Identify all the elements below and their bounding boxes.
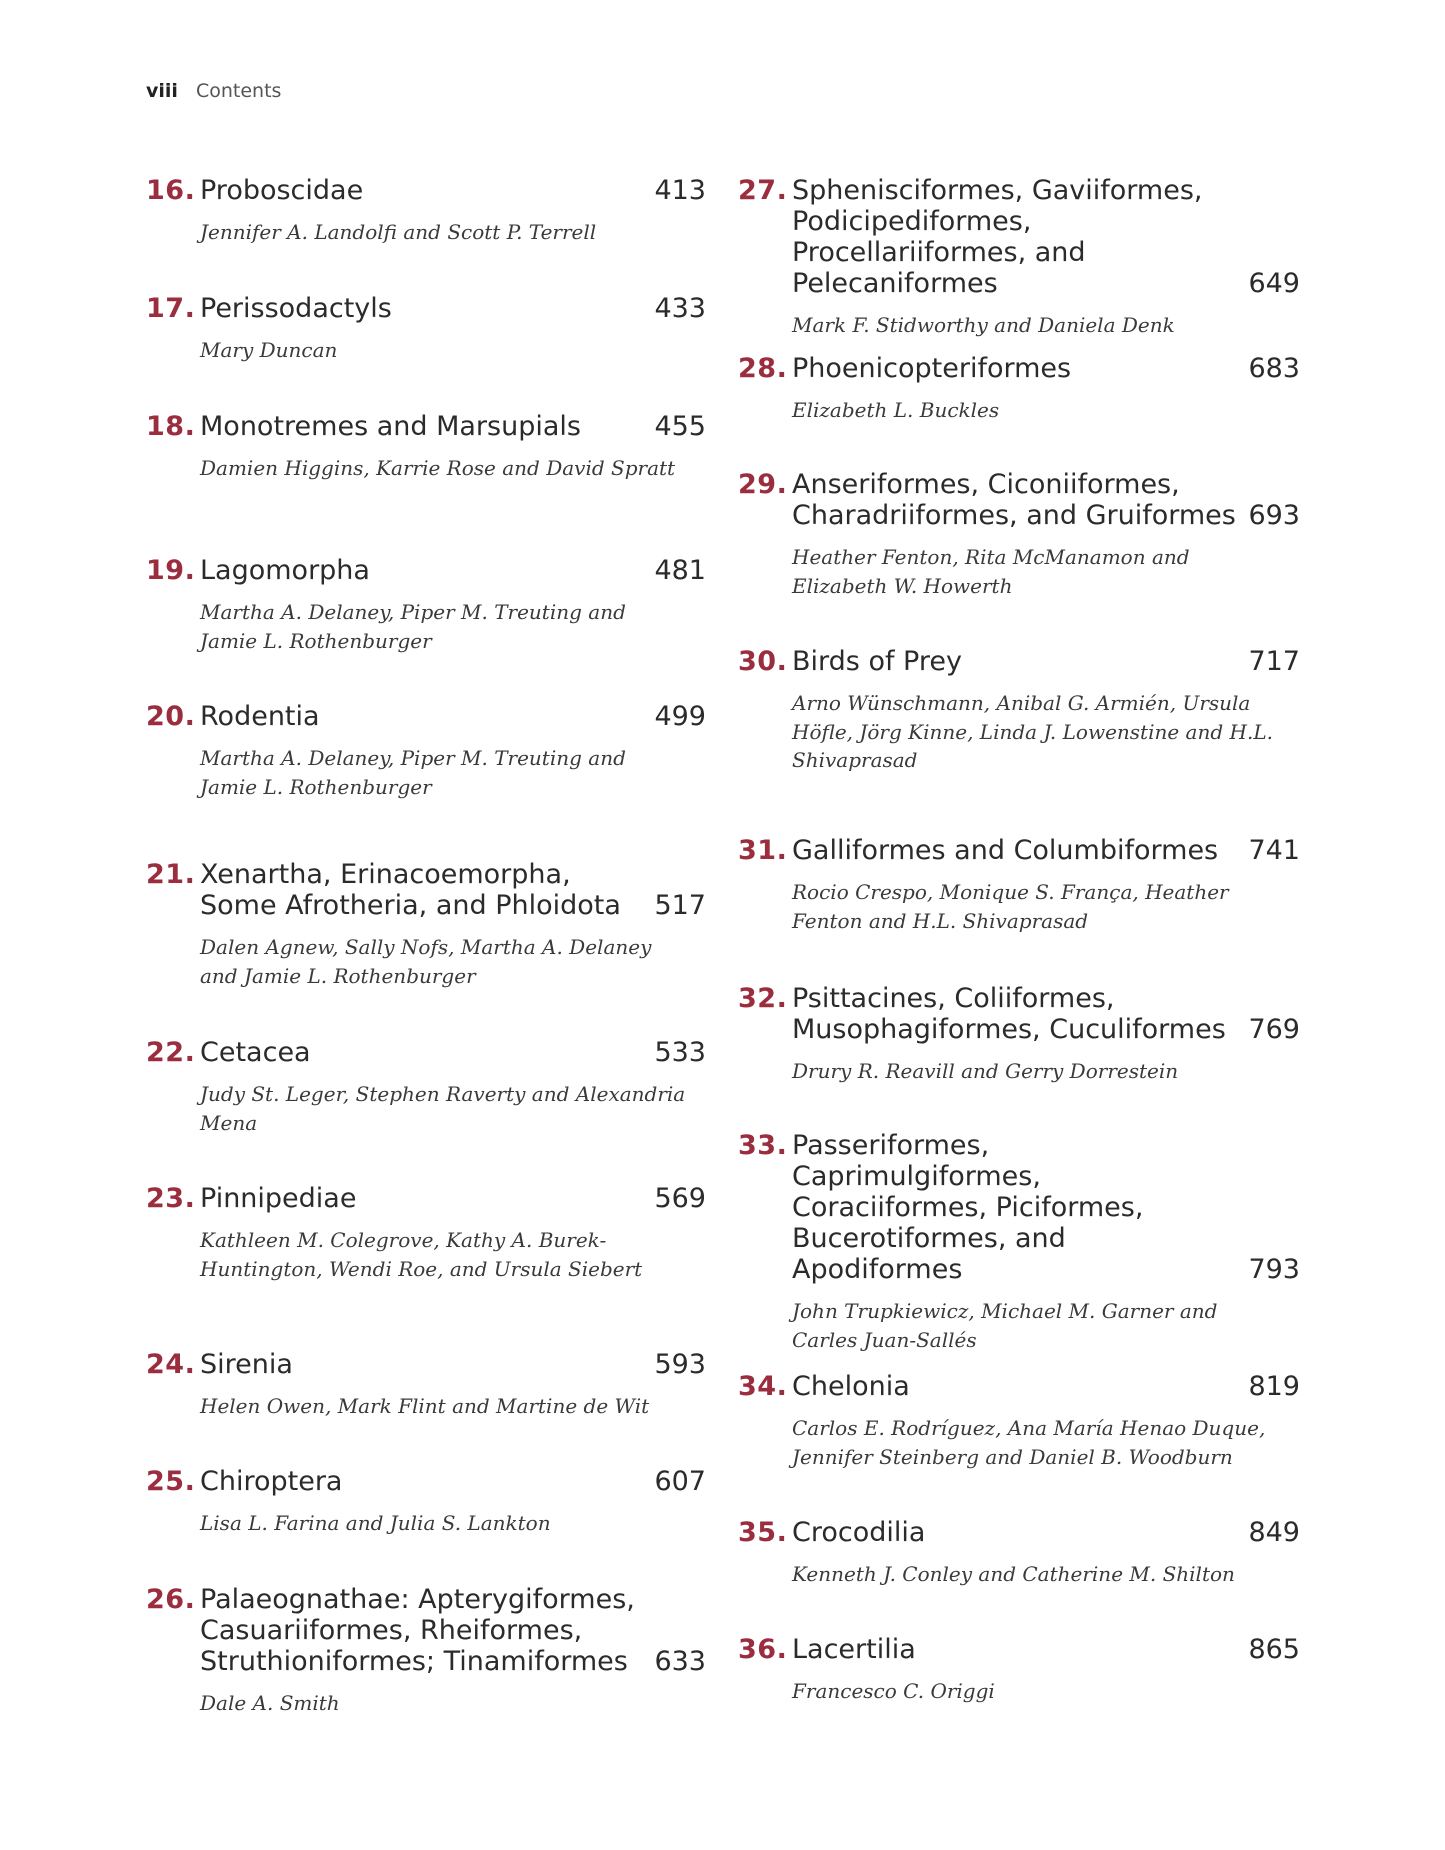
chapter-number: 21. [146, 859, 196, 890]
toc-entry [146, 293, 706, 365]
chapter-title: Chiroptera [200, 1466, 343, 1497]
chapter-authors: Damien Higgins, Karrie Rose and David Spratt [200, 456, 676, 480]
toc-entry [146, 555, 706, 655]
chapter-title: Perissodactyls [200, 293, 392, 324]
toc-entry-heading [738, 469, 1300, 531]
chapter-page: 607 [654, 1466, 706, 1497]
chapter-title: Passeriformes, Caprimulgiformes, Coraciiformes, Piciformes, Bucerotiformes, and Apodiformes [792, 1130, 1144, 1285]
chapter-title: Pinnipediae [200, 1183, 357, 1214]
toc-entry-heading [146, 1183, 706, 1214]
chapter-page: 683 [1248, 353, 1300, 384]
chapter-title: Galliformes and Columbiformes [792, 835, 1219, 866]
chapter-page: 865 [1248, 1634, 1300, 1665]
toc-entry-heading [738, 646, 1300, 677]
chapter-page: 517 [654, 890, 706, 921]
chapter-title: Sphenisciformes, Gaviiformes, Podicipediformes, Procellariiformes, and Pelecaniformes [792, 175, 1203, 299]
chapter-page: 849 [1248, 1517, 1300, 1548]
chapter-page: 433 [654, 293, 706, 324]
toc-entry-heading [146, 175, 706, 206]
chapter-authors: Mark F. Stidworthy and Daniela Denk [792, 313, 1175, 337]
chapter-authors: Elizabeth L. Buckles [792, 398, 1000, 422]
chapter-page: 741 [1248, 835, 1300, 866]
chapter-authors: Martha A. Delaney, Piper M. Treuting and Jamie L. Rothenburger [200, 600, 626, 653]
chapter-title: Proboscidae [200, 175, 364, 206]
toc-entry-heading [738, 983, 1300, 1045]
toc-entry [738, 1517, 1300, 1589]
toc-entry-heading [738, 835, 1300, 866]
chapter-number: 24. [146, 1349, 196, 1380]
toc-entry-heading [738, 1130, 1300, 1285]
chapter-title: Birds of Prey [792, 646, 962, 677]
toc-entry-heading [146, 859, 706, 921]
toc-entry-heading [146, 1037, 706, 1068]
chapter-title: Palaeognathae: Apterygiformes, Casuariiformes, Rheiformes, Struthioniformes; Tinamiformes [200, 1584, 635, 1677]
toc-entry-heading [738, 1634, 1300, 1665]
chapter-authors: Jennifer A. Landolfi and Scott P. Terrell [200, 220, 597, 244]
chapter-authors: Kathleen M. Colegrove, Kathy A. Burek-Huntington, Wendi Roe, and Ursula Siebert [200, 1228, 643, 1281]
chapter-authors: Judy St. Leger, Stephen Raverty and Alexandria Mena [200, 1082, 686, 1135]
toc-entry-heading [146, 701, 706, 732]
chapter-page: 633 [654, 1646, 706, 1677]
chapter-number: 20. [146, 701, 196, 732]
toc-entry-heading [146, 411, 706, 442]
chapter-page: 533 [654, 1037, 706, 1068]
chapter-authors: Mary Duncan [200, 338, 338, 362]
chapter-number: 17. [146, 293, 196, 324]
toc-entry [146, 411, 706, 483]
chapter-number: 26. [146, 1584, 196, 1615]
chapter-page: 819 [1248, 1371, 1300, 1402]
toc-entry-heading [738, 1517, 1300, 1548]
chapter-number: 23. [146, 1183, 196, 1214]
toc-entry [738, 646, 1300, 775]
chapter-title: Crocodilia [792, 1517, 926, 1548]
chapter-title: Cetacea [200, 1037, 311, 1068]
chapter-page: 569 [654, 1183, 706, 1214]
toc-entry [738, 835, 1300, 935]
chapter-authors: Drury R. Reavill and Gerry Dorrestein [792, 1059, 1179, 1083]
chapter-page: 593 [654, 1349, 706, 1380]
toc-entry [738, 1130, 1300, 1354]
toc-entry [738, 175, 1300, 340]
toc-entry [146, 175, 706, 247]
chapter-number: 30. [738, 646, 788, 677]
chapter-title: Monotremes and Marsupials [200, 411, 581, 442]
chapter-title: Sirenia [200, 1349, 293, 1380]
toc-entry [146, 1037, 706, 1137]
chapter-page: 455 [654, 411, 706, 442]
chapter-authors: Lisa L. Farina and Julia S. Lankton [200, 1511, 551, 1535]
chapter-page: 649 [1248, 268, 1300, 299]
chapter-page: 693 [1248, 500, 1300, 531]
running-head-label: Contents [195, 80, 282, 102]
chapter-authors: Helen Owen, Mark Flint and Martine de Wit [200, 1394, 650, 1418]
chapter-page: 793 [1248, 1254, 1300, 1285]
chapter-number: 22. [146, 1037, 196, 1068]
toc-entry [146, 1183, 706, 1283]
toc-entry-heading [146, 1466, 706, 1497]
toc-entry-heading [738, 175, 1300, 299]
toc-entry [146, 701, 706, 801]
toc-entry [146, 1349, 706, 1421]
chapter-number: 18. [146, 411, 196, 442]
chapter-authors: Heather Fenton, Rita McManamon and Elizabeth W. Howerth [792, 545, 1190, 598]
chapter-number: 27. [738, 175, 788, 206]
chapter-title: Anseriformes, Ciconiiformes, Charadriiformes, and Gruiformes [792, 469, 1236, 531]
toc-entry [738, 1634, 1300, 1706]
toc-entry [146, 1584, 706, 1718]
chapter-authors: Arno Wünschmann, Anibal G. Armién, Ursula Höfle, Jörg Kinne, Linda J. Lowenstine and H.L. Shivaprasad [792, 691, 1273, 772]
chapter-number: 29. [738, 469, 788, 500]
chapter-title: Lagomorpha [200, 555, 370, 586]
toc-entry-heading [146, 1349, 706, 1380]
chapter-authors: Dalen Agnew, Sally Nofs, Martha A. Delaney and Jamie L. Rothenburger [200, 935, 652, 988]
chapter-number: 32. [738, 983, 788, 1014]
toc-entry-heading [738, 1371, 1300, 1402]
chapter-number: 19. [146, 555, 196, 586]
chapter-number: 33. [738, 1130, 788, 1161]
chapter-authors: Rocio Crespo, Monique S. França, Heather Fenton and H.L. Shivaprasad [792, 880, 1229, 933]
toc-entry [738, 1371, 1300, 1471]
toc-entry-heading [738, 353, 1300, 384]
chapter-page: 769 [1248, 1014, 1300, 1045]
toc-entry [738, 353, 1300, 425]
chapter-number: 35. [738, 1517, 788, 1548]
chapter-title: Phoenicopteriformes [792, 353, 1072, 384]
chapter-number: 16. [146, 175, 196, 206]
chapter-number: 31. [738, 835, 788, 866]
chapter-authors: Martha A. Delaney, Piper M. Treuting and Jamie L. Rothenburger [200, 746, 626, 799]
chapter-authors: John Trupkiewicz, Michael M. Garner and Carles Juan-Sallés [792, 1299, 1218, 1352]
chapter-page: 413 [654, 175, 706, 206]
toc-entry-heading [146, 293, 706, 324]
page-number: viii [146, 80, 178, 102]
toc-entry [738, 983, 1300, 1086]
chapter-authors: Carlos E. Rodríguez, Ana María Henao Duque, Jennifer Steinberg and Daniel B. Woodburn [792, 1416, 1266, 1469]
chapter-authors: Kenneth J. Conley and Catherine M. Shilton [792, 1562, 1235, 1586]
chapter-page: 499 [654, 701, 706, 732]
toc-entry [738, 469, 1300, 600]
chapter-number: 28. [738, 353, 788, 384]
chapter-title: Psittacines, Coliiformes, Musophagiformes, Cuculiformes [792, 983, 1226, 1045]
chapter-number: 25. [146, 1466, 196, 1497]
chapter-number: 34. [738, 1371, 788, 1402]
chapter-title: Rodentia [200, 701, 320, 732]
chapter-page: 717 [1248, 646, 1300, 677]
chapter-number: 36. [738, 1634, 788, 1665]
running-head [146, 80, 281, 102]
chapter-title: Lacertilia [792, 1634, 916, 1665]
chapter-authors: Dale A. Smith [200, 1691, 340, 1715]
toc-entry-heading [146, 555, 706, 586]
chapter-title: Chelonia [792, 1371, 910, 1402]
chapter-page: 481 [654, 555, 706, 586]
toc-entry [146, 859, 706, 990]
chapter-authors: Francesco C. Origgi [792, 1679, 995, 1703]
chapter-title: Xenartha, Erinacoemorpha, Some Afrotheria, and Phloidota [200, 859, 621, 921]
toc-entry-heading [146, 1584, 706, 1677]
toc-entry [146, 1466, 706, 1538]
